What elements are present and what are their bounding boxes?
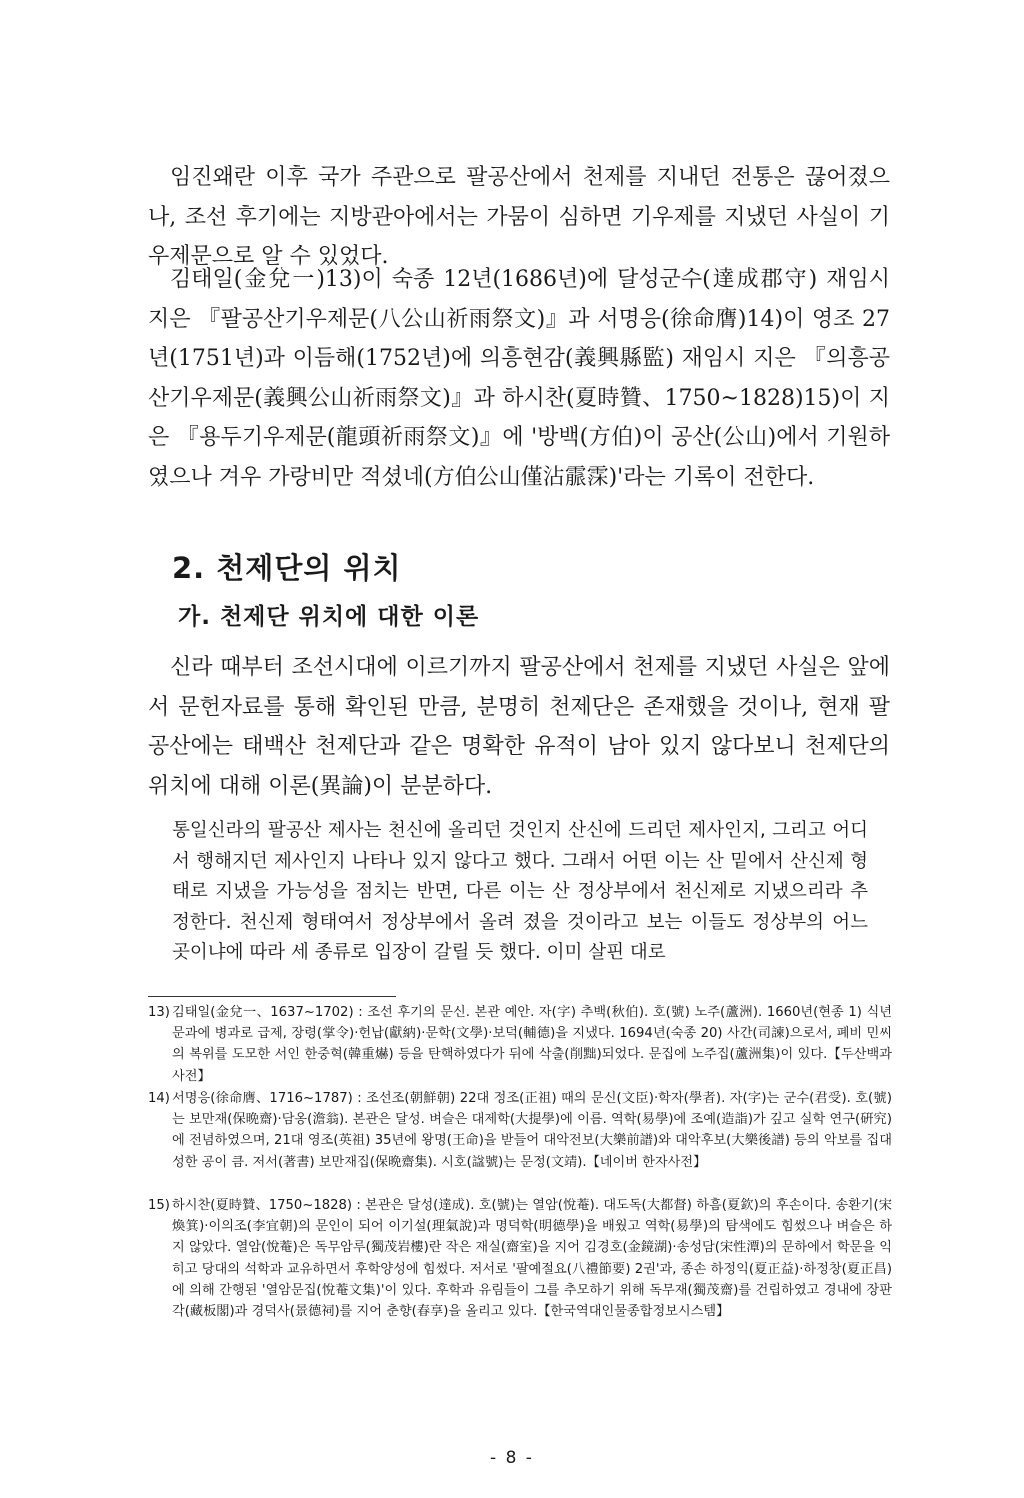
footnote-divider <box>148 996 396 997</box>
footnote-number: 15) <box>148 1198 170 1213</box>
footnote-13 <box>148 1002 892 1087</box>
footnote-text: 서명응(徐命膺、1716~1787) : 조선조(朝鮮朝) 22대 정조(正祖) 때의 문신(文臣)·학자(學者). 자(字)는 군수(君受). 호(號)는 보만재(保晩齋)·담옹(澹翁). 본관은 달성. 벼슬은 대제학(大提學)에 이름. 역학(易學)에 조예(造詣)가 깊고 실학 연구(硏究)에 전념하였으며, 21대 영조(英祖) 35년에 왕명(王命)을 받들어 대악전보(大樂前譜)와 대악후보(大樂後譜) 등의 악보를 집대성한 공이 큼. 저서(著書) 보만재집(保晩齋集). 시호(諡號)는 문정(文靖).【네이버 한자사전】 <box>172 1091 892 1170</box>
footnote-15 <box>148 1195 892 1322</box>
section-heading: 2. 천제단의 위치 <box>172 551 402 585</box>
footnote-number: 13) <box>148 1005 170 1020</box>
footnote-text: 김태일(金兌一、1637~1702) : 조선 후기의 문신. 본관 예안. 자(字) 추백(秋伯). 호(號) 노주(蘆洲). 1660년(현종 1) 식년문과에 병과로 급제, 장령(掌令)·헌납(獻納)·문학(文學)·보덕(輔德)을 지냈다. 1694년(숙종 20) 사간(司諫)으로서, 폐비 민씨의 복위를 도모한 서인 한중혁(韓重爀) 등을 탄핵하였다가 뒤에 삭출(削黜)되었다. 문집에 노주집(蘆洲集)이 있다.【두산백과사전】 <box>172 1005 892 1084</box>
footnote-number: 14) <box>148 1091 170 1106</box>
block-quote: 통일신라의 팔공산 제사는 천신에 올리던 것인지 산신에 드리던 제사인지, 그리고 어디서 행해지던 제사인지 나타나 있지 않다고 했다. 그래서 어떤 이는 산 밑에서 산신제 형태로 지냈을 가능성을 점치는 반면, 다른 이는 산 정상부에서 천신제로 지냈으리라 추정한다. 천신제 형태여서 정상부에서 올려 졌을 것이라고 보는 이들도 정상부의 어느 곳이냐에 따라 세 종류로 입장이 갈릴 듯 했다. 이미 살핀 대로 <box>172 820 868 963</box>
footnote-text: 하시찬(夏時贊、1750~1828) : 본관은 달성(達成). 호(號)는 열암(悅菴). 대도독(大都督) 하흠(夏欽)의 후손이다. 송환기(宋煥箕)·이의조(李宜朝)의 문인이 되어 이기설(理氣說)과 명덕학(明德學)을 배웠고 역학(易學)의 탐색에도 힘썼으나 벼슬은 하지 않았다. 열암(悅菴)은 독무암루(獨茂岩樓)란 작은 재실(齋室)을 지어 김경호(金鏡湖)·송성담(宋性潭)의 문하에서 학문을 익히고 당대의 석학과 교유하면서 후학양성에 힘썼다. 저서로 '팔예절요(八禮節要) 2권'과, 종손 하정익(夏正益)·하정창(夏正昌)에 의해 간행된 '열암문집(悅菴文集)'이 있다. 후학과 유림들이 그를 추모하기 위해 독무재(獨茂齋)를 건립하였고 경내에 장판각(藏板閣)과 경덕사(景德祠)를 지어 춘향(春享)을 올리고 있다.【한국역대인물종합정보시스템】 <box>172 1198 892 1320</box>
paragraph-rain-prayer-texts: 김태일(金兌一)13)이 숙종 12년(1686년)에 달성군수(達成郡守) 재임시 지은 『팔공산기우제문(八公山祈雨祭文)』과 서명응(徐命膺)14)이 영조 27년(1751년)과 이듬해(1752년)에 의흥현감(義興縣監) 재임시 지은 『의흥공산기우제문(義興公山祈雨祭文)』과 하시찬(夏時贊、1750~1828)15)이 지은 『용두기우제문(龍頭祈雨祭文)』에 '방백(方伯)이 공산(公山)에서 기원하였으나 겨우 가랑비만 적셨네(方伯公山僅沾霢霂)'라는 기록이 전한다. <box>148 267 890 490</box>
page-number: - 8 - <box>490 1448 534 1468</box>
footnote-14 <box>148 1088 892 1173</box>
paragraph-intro: 임진왜란 이후 국가 주관으로 팔공산에서 천제를 지내던 전통은 끊어졌으나, 조선 후기에는 지방관아에서는 가뭄이 심하면 기우제를 지냈던 사실이 기우제문으로 알 수 있었다. <box>148 165 890 269</box>
paragraph-altar-location: 신라 때부터 조선시대에 이르기까지 팔공산에서 천제를 지냈던 사실은 앞에서 문헌자료를 통해 확인된 만큼, 분명히 천제단은 존재했을 것이나, 현재 팔공산에는 태백산 천제단과 같은 명확한 유적이 남아 있지 않다보니 천제단의 위치에 대해 이론(異論)이 분분하다. <box>148 655 890 799</box>
subsection-heading: 가. 천제단 위치에 대한 이론 <box>178 604 480 630</box>
